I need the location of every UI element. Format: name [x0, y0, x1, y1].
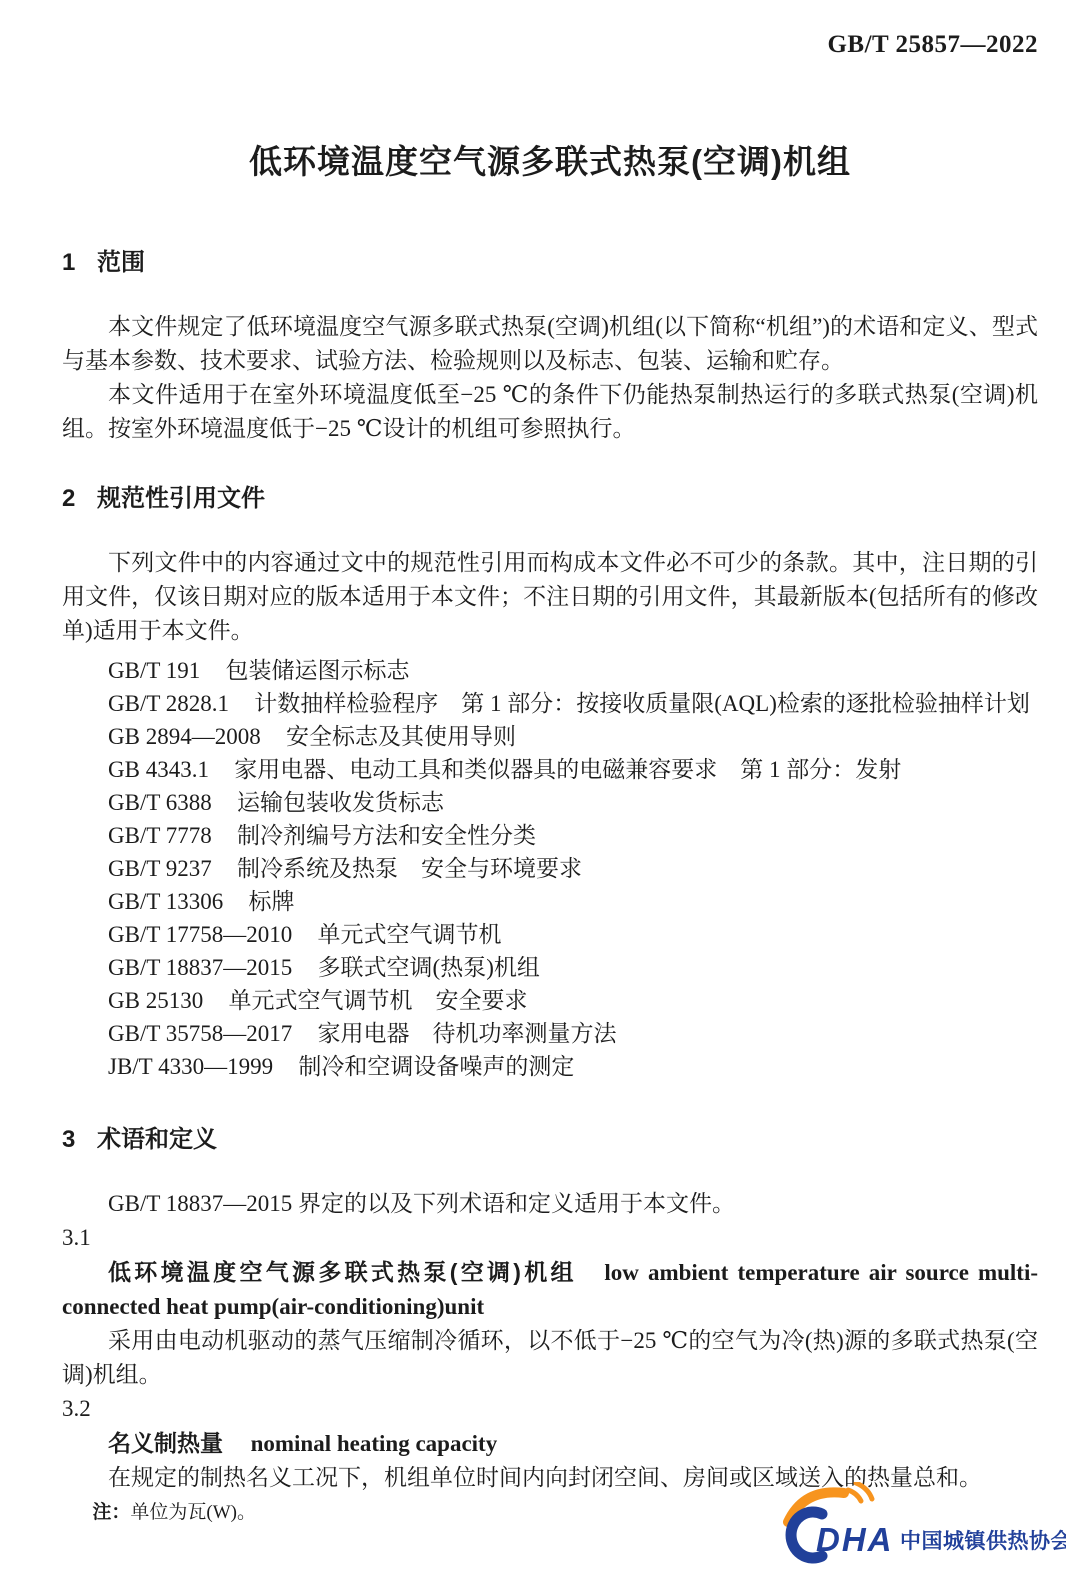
reference-code: GB/T 7778 — [108, 823, 212, 848]
reference-item — [108, 819, 1038, 852]
clause-2-title: 规范性引用文件 — [96, 485, 265, 512]
term-3-2-number: 3.2 — [62, 1396, 91, 1421]
term-3-1-english: low ambient temperature air source multi-connected heat pump(air-conditioning)unit — [62, 1260, 1038, 1319]
reference-code: GB/T 35758—2017 — [108, 1021, 293, 1046]
note-text: 单位为瓦(W)。 — [130, 1502, 256, 1523]
reference-item — [108, 687, 1038, 720]
reference-title: 运输包装收发货标志 — [237, 790, 445, 815]
cdha-logo-icon — [782, 1482, 1066, 1564]
reference-code: JB/T 4330—1999 — [108, 1054, 274, 1079]
term-3-2-chinese: 名义制热量 — [108, 1430, 223, 1456]
reference-code: GB 4343.1 — [108, 757, 209, 782]
reference-title: 家用电器、电动工具和类似器具的电磁兼容要求 第 1 部分：发射 — [234, 757, 902, 782]
reference-item — [108, 654, 1038, 687]
reference-title: 安全标志及其使用导则 — [286, 724, 516, 749]
clause-1-paragraph-2: 本文件适用于在室外环境温度低至−25 ℃的条件下仍能热泵制热运行的多联式热泵(空调)机组。按室外环境温度低于−25 ℃设计的机组可参照执行。 — [62, 382, 1038, 441]
term-3-1-definition: 采用由电动机驱动的蒸气压缩制冷循环，以不低于−25 ℃的空气为冷(热)源的多联式热泵(空调)机组。 — [62, 1328, 1038, 1387]
clause-2-intro: 下列文件中的内容通过文中的规范性引用而构成本文件必不可少的条款。其中，注日期的引用文件，仅该日期对应的版本适用于本文件；不注日期的引用文件，其最新版本(包括所有的修改单)适用于本文件。 — [62, 550, 1038, 643]
clause-2-number: 2 — [62, 485, 76, 512]
clause-3-intro: GB/T 18837—2015 界定的以及下列术语和定义适用于本文件。 — [108, 1191, 735, 1216]
reference-item — [108, 753, 1038, 786]
reference-item — [108, 720, 1038, 753]
clause-3-title: 术语和定义 — [96, 1126, 217, 1153]
reference-title: 单元式空气调节机 安全要求 — [228, 988, 528, 1013]
document-title: 低环境温度空气源多联式热泵(空调)机组 — [249, 143, 851, 180]
reference-code: GB/T 6388 — [108, 790, 212, 815]
term-3-1-chinese: 低环境温度空气源多联式热泵(空调)机组 — [108, 1259, 577, 1285]
term-3-2 — [62, 1426, 1038, 1461]
reference-title: 单元式空气调节机 — [317, 922, 502, 947]
reference-code: GB 2894—2008 — [108, 724, 261, 749]
clause-1-title: 范围 — [96, 249, 145, 276]
reference-title: 家用电器 待机功率测量方法 — [317, 1021, 617, 1046]
reference-title: 制冷和空调设备噪声的测定 — [298, 1054, 575, 1079]
reference-item — [108, 1050, 1038, 1083]
cdha-logo — [782, 1482, 1066, 1564]
reference-code: GB/T 18837—2015 — [108, 955, 293, 980]
clause-2-heading — [62, 482, 1038, 516]
note-label: 注： — [92, 1502, 131, 1523]
logo-wave-small-icon — [848, 1490, 861, 1501]
reference-title: 包装储运图示标志 — [225, 658, 410, 683]
reference-item — [108, 885, 1038, 918]
logo-abbr: DHA — [816, 1521, 894, 1558]
reference-code: GB 25130 — [108, 988, 204, 1013]
reference-title: 计数抽样检验程序 第 1 部分：按接收质量限(AQL)检索的逐批检验抽样计划 — [254, 691, 1030, 716]
reference-code: GB/T 13306 — [108, 889, 224, 914]
reference-item — [108, 984, 1038, 1017]
clause-3-number: 3 — [62, 1126, 76, 1153]
reference-code: GB/T 191 — [108, 658, 201, 683]
normative-references-list — [62, 654, 1038, 1083]
reference-code: GB/T 9237 — [108, 856, 212, 881]
standard-number: GB/T 25857—2022 — [827, 31, 1038, 58]
clause-1-number: 1 — [62, 249, 76, 276]
term-3-1-number: 3.1 — [62, 1225, 91, 1250]
logo-name: 中国城镇供热协会 — [900, 1530, 1066, 1553]
reference-item — [108, 918, 1038, 951]
reference-code: GB/T 2828.1 — [108, 691, 229, 716]
reference-title: 标牌 — [248, 889, 295, 914]
reference-code: GB/T 17758—2010 — [108, 922, 293, 947]
reference-item — [108, 852, 1038, 885]
reference-item — [108, 1017, 1038, 1050]
reference-title: 制冷系统及热泵 安全与环境要求 — [237, 856, 583, 881]
term-3-2-english: nominal heating capacity — [250, 1431, 498, 1456]
term-3-1 — [62, 1255, 1038, 1324]
clause-3-heading — [62, 1123, 1038, 1157]
term-3-2-definition: 在规定的制热名义工况下，机组单位时间内向封闭空间、房间或区域送入的热量总和。 — [108, 1465, 982, 1490]
clause-1-paragraph-1: 本文件规定了低环境温度空气源多联式热泵(空调)机组(以下简称“机组”)的术语和定义、型式与基本参数、技术要求、试验方法、检验规则以及标志、包装、运输和贮存。 — [62, 314, 1038, 373]
reference-title: 多联式空调(热泵)机组 — [317, 955, 540, 980]
reference-item — [108, 786, 1038, 819]
reference-item — [108, 951, 1038, 984]
reference-title: 制冷剂编号方法和安全性分类 — [237, 823, 537, 848]
clause-1-heading — [62, 246, 1038, 280]
